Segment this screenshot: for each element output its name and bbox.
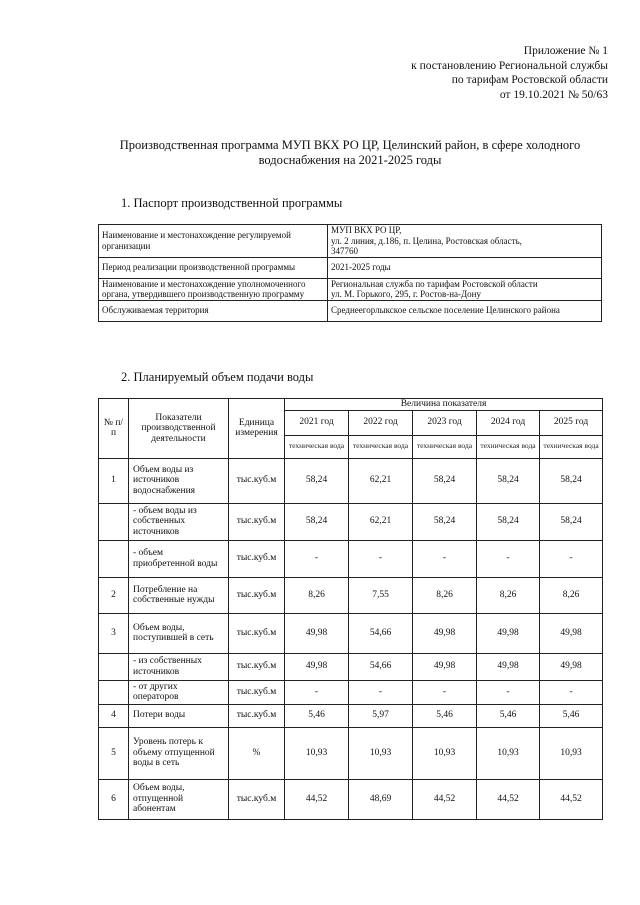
title-line: водоснабжения на 2021-2025 годы [258,153,442,167]
passport-value-line: МУП ВКХ РО ЦР, [331,225,402,235]
passport-label: Обслуживаемая территория [99,300,328,321]
row-unit: тыс.куб.м [229,680,285,704]
header-water-type: техническая вода [540,435,603,458]
row-value: - [413,680,477,704]
header-num: № п/п [99,399,129,459]
row-value: 5,46 [477,704,540,727]
row-unit: тыс.куб.м [229,613,285,653]
row-value: 58,24 [285,458,349,503]
passport-value-line: Среднеегорлыкское сельское поселение Целинского района [331,305,560,316]
row-value: 5,46 [413,704,477,727]
row-value: 44,52 [477,779,540,819]
passport-value [328,225,602,258]
row-value: 58,24 [477,503,540,540]
row-value: 48,69 [349,779,413,819]
row-num: 5 [99,727,129,779]
row-value: 5,46 [285,704,349,727]
passport-row [99,278,602,300]
row-value: - [349,540,413,577]
section-heading-passport: 1. Паспорт производственной программы [121,196,343,210]
document-title [100,138,600,168]
row-unit: тыс.куб.м [229,577,285,613]
row-indicator: Объем воды, отпущенной абонентам [129,779,229,819]
row-indicator: Потребление на собственные нужды [129,577,229,613]
header-year: 2024 год [477,410,540,435]
row-unit: тыс.куб.м [229,503,285,540]
header-row [99,399,603,411]
passport-value [328,300,602,321]
table-row [99,613,603,653]
row-value: - [349,680,413,704]
passport-value [328,278,602,300]
row-num [99,680,129,704]
row-value: 8,26 [540,577,603,613]
passport-label: Наименование и местонахождение регулируемой организации [99,225,328,258]
table-row [99,727,603,779]
row-indicator: Потери воды [129,704,229,727]
row-num [99,653,129,680]
row-value: 49,98 [413,653,477,680]
row-value: - [540,680,603,704]
row-value: - [285,680,349,704]
row-value: - [413,540,477,577]
row-value: 8,26 [413,577,477,613]
passport-value-line: ул. М. Горького, 295, г. Ростов-на-Дону [331,289,481,299]
row-value: 10,93 [540,727,603,779]
header-water-type: техническая вода [413,435,477,458]
row-num: 4 [99,704,129,727]
passport-row [99,257,602,278]
appendix-line: к постановлению Региональной службы [411,59,608,72]
passport-value-line: 2021-2025 годы [331,262,391,273]
row-indicator: Объем воды из источников водоснабжения [129,458,229,503]
passport-value-line: Региональная служба по тарифам Ростовской области [331,278,538,289]
row-num: 3 [99,613,129,653]
passport-row [99,225,602,258]
row-value: 49,98 [285,613,349,653]
row-value: - [477,680,540,704]
appendix-line: по тарифам Ростовской области [451,74,608,86]
row-value: 49,98 [285,653,349,680]
row-indicator: - из собственных источников [129,653,229,680]
row-value: - [285,540,349,577]
table-row [99,540,603,577]
header-water-type: техническая вода [477,435,540,458]
row-value: 54,66 [349,653,413,680]
row-value: 10,93 [349,727,413,779]
passport-value [328,257,602,278]
row-value: - [477,540,540,577]
row-value: 54,66 [349,613,413,653]
row-num: 2 [99,577,129,613]
table-row [99,458,603,503]
header-water-type: техническая вода [285,435,349,458]
passport-row [99,300,602,321]
passport-label: Наименование и местонахождение уполномоченного органа, утвердившего производственную программу [99,278,328,300]
row-value: 58,24 [540,458,603,503]
row-value: - [540,540,603,577]
row-value: 62,21 [349,503,413,540]
row-unit: тыс.куб.м [229,540,285,577]
table-row [99,577,603,613]
table-row [99,680,603,704]
row-value: 58,24 [413,503,477,540]
table-row [99,653,603,680]
row-indicator: Объем воды, поступившей в сеть [129,613,229,653]
row-value: 8,26 [285,577,349,613]
row-value: 58,24 [285,503,349,540]
header-unit: Единица измерения [229,399,285,459]
header-water-type: техническая вода [349,435,413,458]
row-value: 49,98 [540,653,603,680]
row-value: 62,21 [349,458,413,503]
table-row [99,779,603,819]
passport-label: Период реализации производственной программы [99,257,328,278]
header-value: Величина показателя [285,399,603,411]
row-value: 5,46 [540,704,603,727]
table-row [99,503,603,540]
section-heading-volume: 2. Планируемый объем подачи воды [121,370,314,384]
header-year: 2023 год [413,410,477,435]
row-num: 6 [99,779,129,819]
passport-value-line: 347760 [331,246,358,256]
water-volume-table [98,398,603,820]
row-value: 58,24 [413,458,477,503]
row-value: 44,52 [540,779,603,819]
row-value: 49,98 [413,613,477,653]
appendix-line: от 19.10.2021 № 50/63 [499,88,608,101]
row-value: 49,98 [477,653,540,680]
row-indicator: Уровень потерь к объему отпущенной воды в сеть [129,727,229,779]
row-indicator: - от других операторов [129,680,229,704]
row-indicator: - объем приобретенной воды [129,540,229,577]
header-year: 2022 год [349,410,413,435]
row-unit: тыс.куб.м [229,704,285,727]
appendix-header [411,44,608,102]
row-value: 10,93 [413,727,477,779]
row-value: 5,97 [349,704,413,727]
row-value: 10,93 [285,727,349,779]
row-value: 58,24 [540,503,603,540]
appendix-line: Приложение № 1 [523,45,608,57]
header-year: 2021 год [285,410,349,435]
row-value: 7,55 [349,577,413,613]
row-unit: тыс.куб.м [229,653,285,680]
row-num [99,503,129,540]
row-value: 49,98 [477,613,540,653]
row-num [99,540,129,577]
header-year: 2025 год [540,410,603,435]
passport-table [98,224,602,322]
header-indicator: Показатели производственной деятельности [129,399,229,459]
row-value: 44,52 [413,779,477,819]
row-value: 49,98 [540,613,603,653]
row-value: 10,93 [477,727,540,779]
title-line: Производственная программа МУП ВКХ РО ЦР, Целинский район, в сфере холодного [119,138,581,152]
row-value: 44,52 [285,779,349,819]
row-unit: тыс.куб.м [229,779,285,819]
row-indicator: - объем воды из собственных источников [129,503,229,540]
row-unit: тыс.куб.м [229,458,285,503]
row-value: 8,26 [477,577,540,613]
row-value: 58,24 [477,458,540,503]
table-row [99,704,603,727]
row-num: 1 [99,458,129,503]
passport-value-line: ул. 2 линия, д.186, п. Целина, Ростовская область, [331,235,522,246]
row-unit: % [229,727,285,779]
